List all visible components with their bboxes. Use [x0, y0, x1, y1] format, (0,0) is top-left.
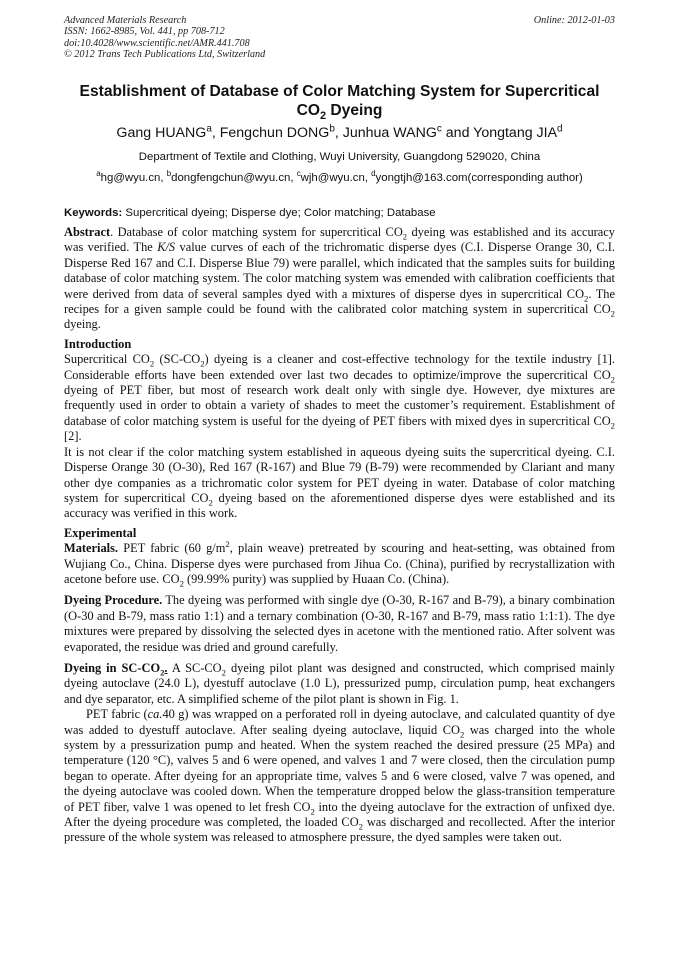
intro-text: Supercritical CO — [64, 352, 150, 367]
email-link[interactable]: dongfengchun@wyu.cn, — [171, 172, 297, 184]
keywords — [64, 206, 615, 220]
affiliation: Department of Textile and Clothing, Wuyi University, Guangdong 529020, China — [138, 151, 541, 163]
intro-text: ) dyeing is a cleaner and cost-effective technology for the textile industry [1]. Considerable efforts have been extended over last two decades to optimize/improve the supercritical CO — [64, 352, 615, 382]
subscript: 2 — [221, 667, 226, 678]
pet-fabric-paragraph — [64, 707, 615, 846]
issn-line: ISSN: 1662-8985, Vol. 441, pp 708-712 — [64, 26, 225, 38]
email-sup: a — [96, 169, 101, 179]
scco2-label — [64, 660, 168, 678]
abstract-ks: K/S — [157, 240, 176, 255]
paper-title — [64, 82, 615, 123]
scco2-label-dot: . — [164, 660, 168, 675]
online-date: Online: 2012-01-03 — [533, 15, 615, 26]
title-subscript: 2 — [319, 110, 327, 123]
pet-text: was charged into the whole system by a pressurization pump and heated. When the system reached the desired pressure (25 MPa) and temperature (120 °C), valves 5 and 6 were opened, and valves 1 and 7 were closed, then the circulation pump began to operate. After dyeing for an appropriate time, valves 5 and 6 were closed, valve 7 was opened, and the dyeing autoclave was cooled down. When the temperature dropped below the glass-transition temperature of PET fiber, valve 1 was opened to let fresh CO — [64, 722, 615, 814]
intro-text: dyeing of PET fiber, but most of research work dealt only with single dye. However, dye mixtures are frequently used in order to obtain a variety of shades to meet the customer’s requirement. Establishment of database of color matching system is useful for the dyeing of PET fibers with mixed dyes in supercritical CO — [64, 383, 615, 428]
copyright-line: © 2012 Trans Tech Publications Ltd, Switzerland — [64, 49, 266, 61]
author-name: Gang HUANG — [116, 125, 207, 141]
superscript: 2 — [225, 539, 230, 549]
scco2-text: A SC-CO — [167, 660, 222, 675]
section-heading-experimental: Experimental — [64, 525, 137, 540]
pet-text: 40 g) was wrapped on a perforated roll in dyeing autoclave, and calculated quantity of dye was added to dyestuff autoclave. After sealing dyeing autoclave, liquid CO — [64, 707, 616, 737]
author-sep: , — [334, 125, 343, 141]
abstract-text: dyeing. — [64, 317, 101, 332]
scco2-label-text: Dyeing in SC-CO — [64, 660, 161, 675]
journal-name: Advanced Materials Research — [64, 15, 187, 26]
materials-paragraph — [64, 541, 615, 587]
keywords-label: Keywords: — [64, 207, 123, 219]
subscript: 2 — [310, 806, 315, 817]
materials-text: PET fabric (60 g/m — [118, 541, 226, 556]
subscript: 2 — [358, 821, 363, 832]
section-heading-introduction: Introduction — [64, 336, 132, 351]
email-link[interactable]: wjh@wyu.cn, — [300, 172, 372, 184]
title-dyeing: Dyeing — [326, 102, 383, 119]
abstract-label: Abstract — [64, 225, 111, 239]
email-sup: c — [296, 169, 301, 179]
intro-text: [2]. — [64, 429, 82, 444]
abstract-text: value curves of each of the trichromatic disperse dyes (C.I. Disperse Orange 30, C.I. Disperse Red 167 and C.I. Disperse Blue 79) were parallel, which indicated that the samples suits for building database of color matching system. The color matching system was emended with calibration coefficients that were derived from data of several samples dyed with a mixtures of disperse dyes in supercritical CO — [64, 240, 616, 301]
subscript: 2 — [459, 729, 465, 740]
author-sup: a — [206, 123, 212, 135]
subscript: 2 — [610, 308, 615, 319]
subscript: 2 — [402, 231, 408, 242]
title-line-1: Establishment of Database of Color Matching System for Supercritical — [79, 83, 600, 100]
author-sup: b — [329, 123, 335, 135]
journal-metadata — [64, 15, 615, 61]
author-name: Junhua WANG — [342, 125, 437, 141]
subscript: 2 — [200, 358, 205, 369]
subscript: 2 — [160, 667, 165, 678]
abstract — [64, 225, 615, 333]
dyeing-procedure-text: The dyeing was performed with single dye (O-30, R-167 and B-79), a binary combination (O-30 and B-79, mass ratio 1:1) and a ternary combination (O-30, R-167 and B-79, mass ratio 1:1:1). The dye mixtures were prepared by dissolving the selected dyes in acetone with the mentioned ratio. After solvent was evaporated, the residue was dried and ground carefully. — [64, 593, 615, 654]
pet-text: into the dyeing autoclave for the extraction of unfixed dye. After the dyeing procedure was completed, the loaded CO — [64, 799, 615, 830]
author-sep: , — [211, 125, 220, 141]
author-sep: and — [441, 125, 474, 141]
email-link[interactable]: yongtjh@163.com(corresponding author) — [375, 172, 583, 184]
email-sup: b — [166, 169, 172, 179]
dyeing-procedure-label: Dyeing Procedure. — [64, 593, 163, 608]
dyeing-procedure-paragraph — [64, 593, 615, 655]
intro-paragraph — [64, 352, 615, 444]
materials-text: , plain weave) pretreated by scouring and heat-setting, was obtained from Wujiang Co., China. Disperse dyes were purchased from Jihua Co. (China), purified by recrystallization with acetone before use. CO — [64, 541, 615, 586]
materials-label: Materials. — [64, 541, 119, 556]
pet-text: was discharged and recollected. After the interior pressure of the whole system was released to atmosphere pressure, the dyed samples were taken out. — [64, 815, 616, 845]
author-sup: d — [557, 123, 563, 135]
subscript: 2 — [610, 420, 615, 431]
abstract-text: dyeing was established and its accuracy was verified. The — [64, 225, 615, 255]
author-sup: c — [436, 123, 442, 135]
author-emails — [64, 171, 615, 185]
intro-text: It is not clear if the color matching system established in aqueous dyeing suits the supercritical dyeing. C.I. Disperse Orange 30 (O-30), Red 167 (R-167) and Blue 79 (B-79) were recommended by Clariant and many other dye companies as a trichromatic color system for PET dyeing in water. Database of color matching system for supercritical CO — [64, 444, 615, 505]
intro-text: dyeing based on the aforementioned disperse dyes were established and its accuracy was verified in this work. — [64, 490, 615, 521]
scco2-paragraph — [64, 661, 615, 707]
paper-body — [64, 225, 615, 846]
abstract-text: . The recipes for a given sample could be found with the calibrated color matching system in supercritical CO — [64, 286, 615, 317]
abstract-text: . Database of color matching system for supercritical CO — [110, 225, 403, 239]
doi-line[interactable]: doi:10.4028/www.scientific.net/AMR.441.708 — [64, 37, 250, 49]
subscript: 2 — [149, 358, 155, 369]
keywords-text: Supercritical dyeing; Disperse dye; Color matching; Database — [122, 207, 436, 219]
subscript: 2 — [610, 374, 615, 385]
materials-text: (99.99% purity) was supplied by Huaan Co. (China). — [183, 571, 450, 586]
author-name: Yongtang JIA — [473, 125, 558, 141]
pet-ca: ca. — [147, 707, 163, 722]
email-link[interactable]: hg@wyu.cn, — [100, 172, 167, 184]
subscript: 2 — [179, 578, 184, 589]
title-co: CO — [296, 102, 320, 119]
author-list — [64, 124, 615, 142]
author-name: Fengchun DONG — [219, 125, 330, 141]
intro-text: (SC-CO — [154, 352, 201, 367]
subscript: 2 — [584, 293, 589, 304]
subscript: 2 — [208, 497, 213, 508]
pet-text: PET fabric ( — [86, 707, 148, 722]
scco2-text: dyeing pilot plant was designed and constructed, which comprised mainly dyeing autoclave (24.0 L), dyestuff autoclave (1.0 L), pressurized pump, circulation pump, heat exchangers and dye separator, etc. A simplified scheme of the pilot plant is shown in Fig. 1. — [64, 660, 615, 706]
intro-paragraph — [64, 445, 615, 522]
email-sup: d — [371, 169, 376, 179]
